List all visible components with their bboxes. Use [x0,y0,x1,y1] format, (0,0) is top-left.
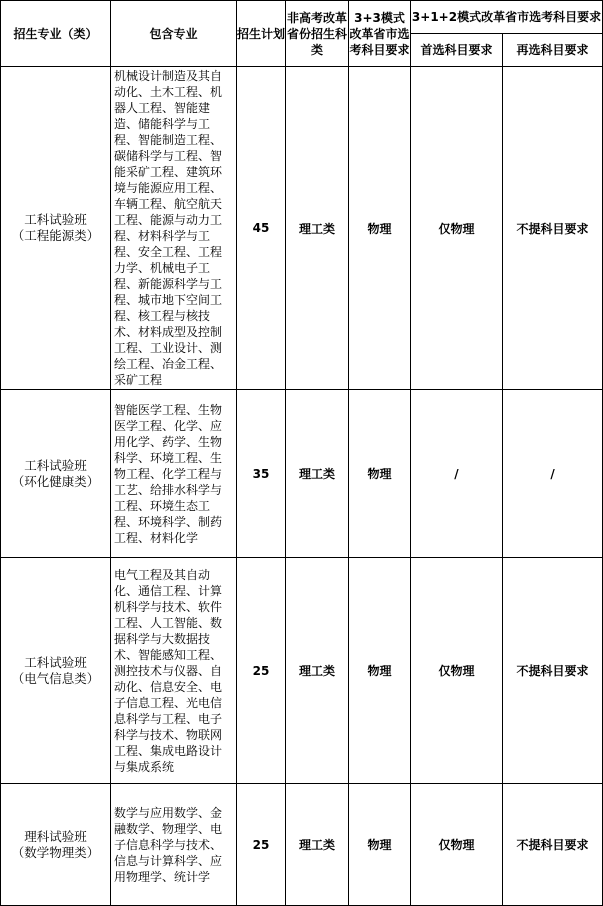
included-majors-cell: 数学与应用数学、金融数学、物理学、电子信息科学与技术、信息与计算科学、应用物理学、统计学 [111,784,237,906]
header-included-majors: 包含专业 [111,1,237,67]
major-category-cell [1,390,111,558]
plan-cell: 25 [237,558,286,784]
first-choice-cell: 仅物理 [411,67,503,390]
plan-cell: 45 [237,67,286,390]
non-reform-cell: 理工类 [286,784,349,906]
reform-33-cell: 物理 [349,67,411,390]
table-row [1,390,603,558]
header-second-choice: 再选科目要求 [503,34,603,67]
first-choice-cell: 仅物理 [411,558,503,784]
header-major-category: 招生专业（类） [1,1,111,67]
major-category-name: 理科试验班 [24,828,87,844]
included-majors-cell: 智能医学工程、生物医学工程、化学、应用化学、药学、生物科学、环境工程、生物工程、化学工程与工艺、给排水科学与工程、环境生态工程、环境科学、制药工程、材料化学 [111,390,237,558]
first-choice-cell: / [411,390,503,558]
reform-33-cell: 物理 [349,784,411,906]
included-majors-cell: 电气工程及其自动化、通信工程、计算机科学与技术、软件工程、人工智能、数据科学与大数据技术、智能感知工程、测控技术与仪器、自动化、信息安全、电子信息工程、光电信息科学与工程、电子科学与技术、物联网工程、集成电路设计与集成系统 [111,558,237,784]
major-category-name: 工科试验班 [24,457,87,473]
plan-cell: 35 [237,390,286,558]
table-row [1,67,603,390]
major-category-subname: （工程能源类） [11,228,100,243]
header-first-choice: 首选科目要求 [411,34,503,67]
plan-cell: 25 [237,784,286,906]
major-category-subname: （电气信息类） [11,670,100,686]
header-reform-33: 3+3模式改革省市选考科目要求 [349,1,411,67]
major-category-cell [1,558,111,784]
header-row-top [1,1,603,34]
major-category-cell [1,67,111,390]
table-row [1,558,603,784]
first-choice-cell: 仅物理 [411,784,503,906]
header-non-reform: 非高考改革省份招生科类 [286,1,349,67]
major-category-name: 工科试验班 [24,654,87,670]
header-reform-312: 3+1+2模式改革省市选考科目要求 [411,1,603,34]
second-choice-cell: 不提科目要求 [503,558,603,784]
non-reform-cell: 理工类 [286,67,349,390]
included-majors-cell: 机械设计制造及其自动化、土木工程、机器人工程、智能建造、储能科学与工程、智能制造工程、碳储科学与工程、智能采矿工程、建筑环境与能源应用工程、车辆工程、航空航天工程、能源与动力工程、材料科学与工程、安全工程、工程力学、机械电子工程、新能源科学与工程、城市地下空间工程、核工程与核技术、材料成型及控制工程、工业设计、测绘工程、冶金工程、采矿工程 [111,67,237,390]
table-row [1,784,603,906]
reform-33-cell: 物理 [349,390,411,558]
second-choice-cell: 不提科目要求 [503,784,603,906]
non-reform-cell: 理工类 [286,558,349,784]
header-plan: 招生计划 [237,1,286,67]
second-choice-cell: 不提科目要求 [503,67,603,390]
reform-33-cell: 物理 [349,558,411,784]
major-category-cell [1,784,111,906]
major-category-name: 工科试验班 [24,212,87,227]
second-choice-cell: / [503,390,603,558]
major-category-subname: （环化健康类） [11,473,100,489]
non-reform-cell: 理工类 [286,390,349,558]
major-category-subname: （数学物理类） [11,844,100,860]
